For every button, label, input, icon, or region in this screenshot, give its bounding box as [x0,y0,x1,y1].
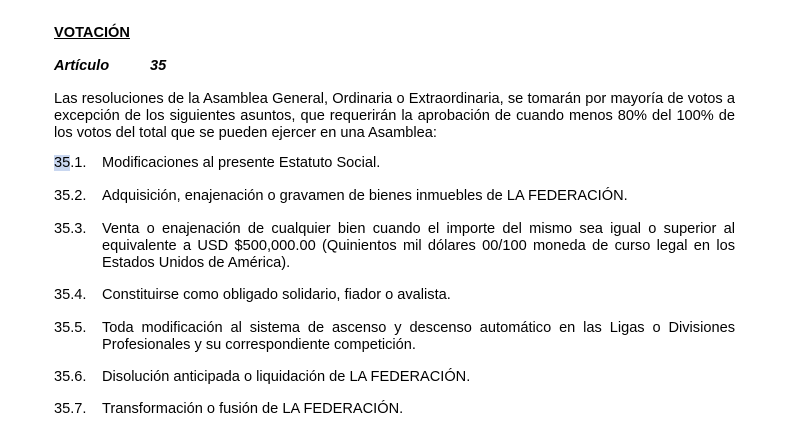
item-text: Transformación o fusión de LA FEDERACIÓN. [102,401,404,417]
item-number: 35.5. [54,320,87,336]
item-text: Modificaciones al presente Estatuto Social. [102,155,381,171]
article-label: Artículo [54,58,110,74]
item-number: 35.4. [54,287,87,303]
selected-text-highlight[interactable]: 35 [54,155,71,171]
item-text: Toda modificación al sistema de ascenso y descenso automático en las Ligas o Divisiones Profesionales y su correspondiente competición. [102,320,735,353]
article-number: 35 [150,58,167,74]
item-number: 35.1. [54,155,87,171]
section-heading: VOTACIÓN [54,25,130,41]
item-number: 35.7. [54,401,87,417]
article-heading [54,58,167,74]
item-number: 35.2. [54,188,87,204]
item-number: 35.3. [54,221,87,237]
item-text: Adquisición, enajenación o gravamen de bienes inmuebles de LA FEDERACIÓN. [102,188,628,204]
item-number: 35.6. [54,369,87,385]
intro-paragraph: Las resoluciones de la Asamblea General, Ordinaria o Extraordinaria, se tomarán por mayoría de votos a excepción de los siguientes asuntos, que requerirán la aprobación de cuando menos 80% del 100% de los votos del total que se pueden ejercer en una Asamblea: [54,91,735,141]
item-text: Venta o enajenación de cualquier bien cuando el importe del mismo sea igual o superior al equivalente a USD $500,000.00 (Quinientos mil dólares 00/100 moneda de curso legal en los Estados Unidos de América). [102,221,735,271]
item-text: Constituirse como obligado solidario, fiador o avalista. [102,287,451,303]
item-text: Disolución anticipada o liquidación de LA FEDERACIÓN. [102,369,471,385]
